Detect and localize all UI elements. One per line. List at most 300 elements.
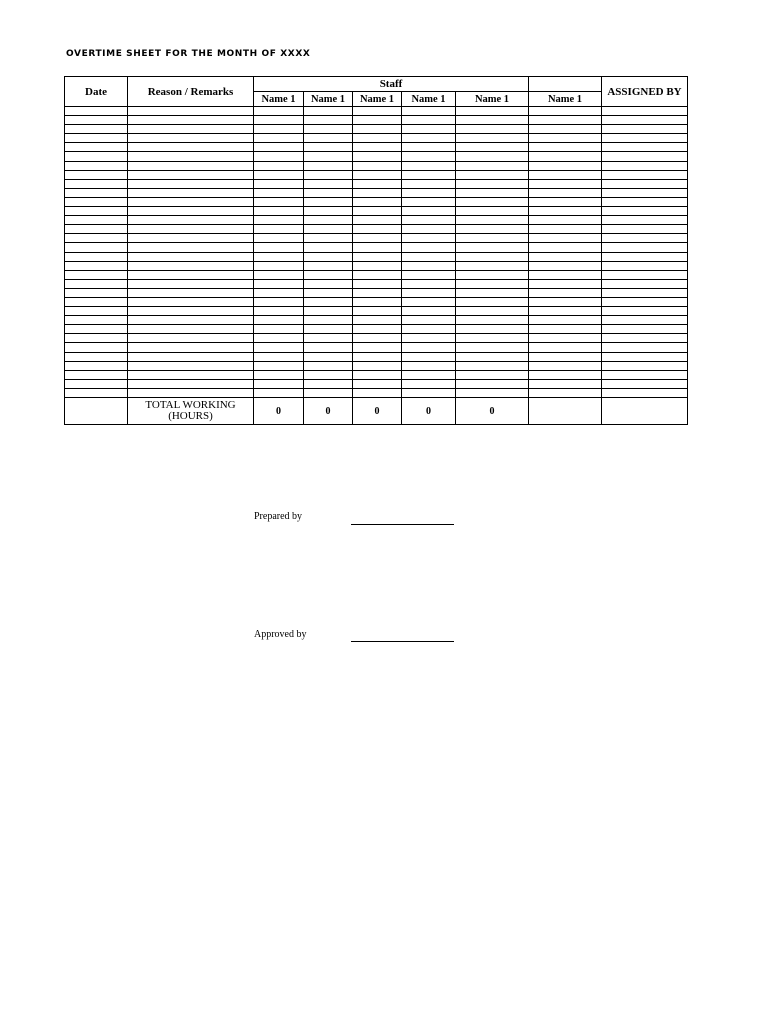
entry-cell[interactable]: [529, 188, 602, 197]
entry-cell[interactable]: [402, 270, 456, 279]
entry-cell[interactable]: [128, 243, 254, 252]
entry-cell[interactable]: [254, 152, 304, 161]
entry-cell[interactable]: [402, 125, 456, 134]
entry-cell[interactable]: [529, 343, 602, 352]
entry-cell[interactable]: [529, 270, 602, 279]
entry-cell[interactable]: [65, 261, 128, 270]
entry-cell[interactable]: [353, 279, 402, 288]
entry-cell[interactable]: [65, 352, 128, 361]
entry-cell[interactable]: [254, 252, 304, 261]
entry-cell[interactable]: [353, 170, 402, 179]
entry-cell[interactable]: [353, 225, 402, 234]
table-row: [65, 188, 688, 197]
entry-cell[interactable]: [128, 316, 254, 325]
entry-cell[interactable]: [402, 234, 456, 243]
entry-cell[interactable]: [65, 307, 128, 316]
entry-cell[interactable]: [254, 207, 304, 216]
entry-cell[interactable]: [254, 161, 304, 170]
entry-cell[interactable]: [65, 297, 128, 306]
entry-cell[interactable]: [304, 261, 353, 270]
entry-cell[interactable]: [456, 107, 529, 116]
entry-cell[interactable]: [65, 234, 128, 243]
entry-cell[interactable]: [456, 307, 529, 316]
entry-cell[interactable]: [353, 316, 402, 325]
entry-cell[interactable]: [402, 279, 456, 288]
entry-cell[interactable]: [602, 343, 688, 352]
entry-cell[interactable]: [128, 261, 254, 270]
entry-cell[interactable]: [353, 179, 402, 188]
entry-cell[interactable]: [456, 225, 529, 234]
entry-cell[interactable]: [402, 170, 456, 179]
entry-cell[interactable]: [456, 116, 529, 125]
entry-cell[interactable]: [304, 334, 353, 343]
entry-cell[interactable]: [456, 261, 529, 270]
entry-cell[interactable]: [602, 234, 688, 243]
entry-cell[interactable]: [65, 388, 128, 397]
entry-cell[interactable]: [65, 216, 128, 225]
entry-cell[interactable]: [254, 279, 304, 288]
entry-cell[interactable]: [65, 134, 128, 143]
entry-cell[interactable]: [353, 352, 402, 361]
entry-cell[interactable]: [456, 343, 529, 352]
entry-cell[interactable]: [304, 143, 353, 152]
assigned-by-header: ASSIGNED BY: [602, 77, 688, 107]
entry-cell[interactable]: [65, 152, 128, 161]
entry-cell[interactable]: [254, 234, 304, 243]
entry-cell[interactable]: [353, 143, 402, 152]
entry-cell[interactable]: [456, 234, 529, 243]
reason-header: Reason / Remarks: [128, 77, 254, 107]
entry-cell[interactable]: [304, 234, 353, 243]
entry-cell[interactable]: [402, 343, 456, 352]
entry-cell[interactable]: [254, 270, 304, 279]
table-row: [65, 361, 688, 370]
entry-cell[interactable]: [402, 134, 456, 143]
entry-cell[interactable]: [65, 225, 128, 234]
entry-cell[interactable]: [353, 188, 402, 197]
entry-cell[interactable]: [529, 234, 602, 243]
entry-cell[interactable]: [402, 243, 456, 252]
entry-cell[interactable]: [304, 225, 353, 234]
entry-cell[interactable]: [456, 243, 529, 252]
entry-cell[interactable]: [529, 216, 602, 225]
entry-cell[interactable]: [602, 352, 688, 361]
entry-cell[interactable]: [602, 152, 688, 161]
entry-cell[interactable]: [402, 161, 456, 170]
entry-cell[interactable]: [602, 307, 688, 316]
entry-cell[interactable]: [529, 125, 602, 134]
entry-cell[interactable]: [353, 334, 402, 343]
entry-cell[interactable]: [602, 143, 688, 152]
entry-cell[interactable]: [402, 225, 456, 234]
prepared-by-signature-line[interactable]: [351, 524, 454, 525]
entry-cell[interactable]: [602, 316, 688, 325]
entry-cell[interactable]: [602, 216, 688, 225]
entry-cell[interactable]: [529, 225, 602, 234]
entry-cell[interactable]: [304, 125, 353, 134]
entry-cell[interactable]: [65, 370, 128, 379]
entry-cell[interactable]: [529, 370, 602, 379]
entry-cell[interactable]: [529, 316, 602, 325]
entry-cell[interactable]: [65, 170, 128, 179]
entry-cell[interactable]: [128, 188, 254, 197]
entry-cell[interactable]: [402, 388, 456, 397]
entry-cell[interactable]: [254, 107, 304, 116]
entry-cell[interactable]: [402, 152, 456, 161]
entry-cell[interactable]: [529, 334, 602, 343]
entry-cell[interactable]: [128, 297, 254, 306]
entry-cell[interactable]: [602, 116, 688, 125]
entry-cell[interactable]: [353, 252, 402, 261]
entry-cell[interactable]: [304, 297, 353, 306]
entry-cell[interactable]: [353, 307, 402, 316]
entry-cell[interactable]: [602, 188, 688, 197]
entry-cell[interactable]: [65, 179, 128, 188]
entry-cell[interactable]: [529, 243, 602, 252]
entry-cell[interactable]: [128, 207, 254, 216]
entry-cell[interactable]: [128, 152, 254, 161]
entry-cell[interactable]: [128, 343, 254, 352]
entry-cell[interactable]: [128, 125, 254, 134]
entry-cell[interactable]: [529, 261, 602, 270]
entry-cell[interactable]: [254, 379, 304, 388]
entry-cell[interactable]: [128, 270, 254, 279]
entry-cell[interactable]: [353, 270, 402, 279]
entry-cell[interactable]: [602, 243, 688, 252]
entry-cell[interactable]: [402, 188, 456, 197]
entry-cell[interactable]: [456, 207, 529, 216]
entry-cell[interactable]: [456, 297, 529, 306]
entry-cell[interactable]: [456, 288, 529, 297]
total-hours-value: 0: [456, 398, 529, 425]
entry-cell[interactable]: [65, 207, 128, 216]
entry-cell[interactable]: [254, 170, 304, 179]
entry-cell[interactable]: [456, 361, 529, 370]
entry-cell[interactable]: [254, 352, 304, 361]
entry-cell[interactable]: [353, 125, 402, 134]
entry-cell[interactable]: [128, 179, 254, 188]
entry-cell[interactable]: [304, 379, 353, 388]
total-hours-value: 0: [254, 398, 304, 425]
entry-cell[interactable]: [402, 207, 456, 216]
entry-cell[interactable]: [254, 116, 304, 125]
entry-cell[interactable]: [602, 207, 688, 216]
entry-cell[interactable]: [65, 288, 128, 297]
entry-cell[interactable]: [353, 116, 402, 125]
entry-cell[interactable]: [65, 279, 128, 288]
entry-cell[interactable]: [402, 143, 456, 152]
entry-cell[interactable]: [353, 207, 402, 216]
entry-cell[interactable]: [254, 134, 304, 143]
entry-cell[interactable]: [353, 107, 402, 116]
entry-cell[interactable]: [128, 216, 254, 225]
entry-cell[interactable]: [65, 270, 128, 279]
entry-cell[interactable]: [529, 279, 602, 288]
entry-cell[interactable]: [529, 352, 602, 361]
entry-cell[interactable]: [402, 107, 456, 116]
entry-cell[interactable]: [128, 325, 254, 334]
entry-cell[interactable]: [353, 234, 402, 243]
entry-cell[interactable]: [529, 207, 602, 216]
entry-cell[interactable]: [456, 279, 529, 288]
entry-cell[interactable]: [402, 370, 456, 379]
entry-cell[interactable]: [353, 134, 402, 143]
entry-cell[interactable]: [65, 379, 128, 388]
entry-cell[interactable]: [529, 388, 602, 397]
entry-cell[interactable]: [456, 170, 529, 179]
entry-cell[interactable]: [602, 261, 688, 270]
entry-cell[interactable]: [65, 188, 128, 197]
entry-cell[interactable]: [456, 143, 529, 152]
entry-cell[interactable]: [602, 288, 688, 297]
entry-cell[interactable]: [402, 261, 456, 270]
entry-cell[interactable]: [304, 116, 353, 125]
entry-cell[interactable]: [456, 379, 529, 388]
entry-cell[interactable]: [456, 352, 529, 361]
entry-cell[interactable]: [128, 161, 254, 170]
entry-cell[interactable]: [456, 388, 529, 397]
entry-cell[interactable]: [65, 343, 128, 352]
entry-cell[interactable]: [402, 361, 456, 370]
entry-rows: [65, 107, 688, 398]
entry-cell[interactable]: [65, 361, 128, 370]
entry-cell[interactable]: [529, 170, 602, 179]
entry-cell[interactable]: [254, 143, 304, 152]
entry-cell[interactable]: [402, 288, 456, 297]
entry-cell[interactable]: [304, 107, 353, 116]
entry-cell[interactable]: [65, 325, 128, 334]
entry-cell[interactable]: [353, 243, 402, 252]
entry-cell[interactable]: [128, 279, 254, 288]
entry-cell[interactable]: [353, 361, 402, 370]
entry-cell[interactable]: [353, 197, 402, 206]
total-hours-value: 0: [402, 398, 456, 425]
entry-cell[interactable]: [304, 207, 353, 216]
entry-cell[interactable]: [602, 370, 688, 379]
entry-cell[interactable]: [254, 216, 304, 225]
entry-cell[interactable]: [353, 370, 402, 379]
entry-cell[interactable]: [128, 307, 254, 316]
entry-cell[interactable]: [353, 216, 402, 225]
entry-cell[interactable]: [254, 125, 304, 134]
entry-cell[interactable]: [128, 143, 254, 152]
entry-cell[interactable]: [529, 288, 602, 297]
entry-cell[interactable]: [128, 134, 254, 143]
total-hours-value: 0: [353, 398, 402, 425]
entry-cell[interactable]: [304, 161, 353, 170]
approved-by-signature-line[interactable]: [351, 641, 454, 642]
entry-cell[interactable]: [353, 161, 402, 170]
entry-cell[interactable]: [254, 197, 304, 206]
entry-cell[interactable]: [65, 252, 128, 261]
entry-cell[interactable]: [128, 352, 254, 361]
entry-cell[interactable]: [529, 143, 602, 152]
entry-cell[interactable]: [128, 370, 254, 379]
entry-cell[interactable]: [304, 216, 353, 225]
entry-cell[interactable]: [304, 252, 353, 261]
entry-cell[interactable]: [602, 379, 688, 388]
entry-cell[interactable]: [402, 325, 456, 334]
entry-cell[interactable]: [304, 316, 353, 325]
entry-cell[interactable]: [602, 161, 688, 170]
entry-cell[interactable]: [304, 243, 353, 252]
entry-cell[interactable]: [456, 316, 529, 325]
entry-cell[interactable]: [529, 161, 602, 170]
entry-cell[interactable]: [128, 107, 254, 116]
entry-cell[interactable]: [529, 116, 602, 125]
entry-cell[interactable]: [304, 279, 353, 288]
entry-cell[interactable]: [529, 307, 602, 316]
entry-cell[interactable]: [254, 388, 304, 397]
entry-cell[interactable]: [304, 197, 353, 206]
entry-cell[interactable]: [254, 343, 304, 352]
entry-cell[interactable]: [65, 143, 128, 152]
entry-cell[interactable]: [304, 288, 353, 297]
entry-cell[interactable]: [456, 134, 529, 143]
entry-cell[interactable]: [128, 252, 254, 261]
entry-cell[interactable]: [128, 116, 254, 125]
entry-cell[interactable]: [254, 297, 304, 306]
entry-cell[interactable]: [304, 325, 353, 334]
entry-cell[interactable]: [254, 179, 304, 188]
entry-cell[interactable]: [353, 152, 402, 161]
entry-cell[interactable]: [65, 197, 128, 206]
entry-cell[interactable]: [456, 216, 529, 225]
table-row: [65, 379, 688, 388]
entry-cell[interactable]: [254, 288, 304, 297]
entry-cell[interactable]: [402, 334, 456, 343]
entry-cell[interactable]: [602, 334, 688, 343]
entry-cell[interactable]: [128, 379, 254, 388]
entry-cell[interactable]: [456, 334, 529, 343]
entry-cell[interactable]: [254, 243, 304, 252]
entry-cell[interactable]: [353, 325, 402, 334]
entry-cell[interactable]: [353, 288, 402, 297]
entry-cell[interactable]: [602, 134, 688, 143]
entry-cell[interactable]: [602, 361, 688, 370]
entry-cell[interactable]: [254, 316, 304, 325]
entry-cell[interactable]: [402, 252, 456, 261]
entry-cell[interactable]: [456, 179, 529, 188]
entry-cell[interactable]: [529, 152, 602, 161]
entry-cell[interactable]: [402, 179, 456, 188]
entry-cell[interactable]: [456, 125, 529, 134]
entry-cell[interactable]: [456, 161, 529, 170]
entry-cell[interactable]: [65, 107, 128, 116]
entry-cell[interactable]: [402, 297, 456, 306]
entry-cell[interactable]: [602, 125, 688, 134]
entry-cell[interactable]: [254, 334, 304, 343]
entry-cell[interactable]: [402, 307, 456, 316]
entry-cell[interactable]: [529, 325, 602, 334]
entry-cell[interactable]: [254, 325, 304, 334]
entry-cell[interactable]: [529, 197, 602, 206]
entry-cell[interactable]: [602, 197, 688, 206]
entry-cell[interactable]: [353, 261, 402, 270]
entry-cell[interactable]: [602, 170, 688, 179]
entry-cell[interactable]: [456, 270, 529, 279]
entry-cell[interactable]: [254, 361, 304, 370]
entry-cell[interactable]: [304, 170, 353, 179]
entry-cell[interactable]: [529, 379, 602, 388]
entry-cell[interactable]: [456, 188, 529, 197]
entry-cell[interactable]: [529, 252, 602, 261]
entry-cell[interactable]: [529, 361, 602, 370]
entry-cell[interactable]: [402, 379, 456, 388]
entry-cell[interactable]: [353, 388, 402, 397]
entry-cell[interactable]: [456, 252, 529, 261]
entry-cell[interactable]: [254, 225, 304, 234]
entry-cell[interactable]: [304, 343, 353, 352]
entry-cell[interactable]: [402, 197, 456, 206]
entry-cell[interactable]: [65, 125, 128, 134]
entry-cell[interactable]: [402, 216, 456, 225]
entry-cell[interactable]: [602, 270, 688, 279]
entry-cell[interactable]: [304, 388, 353, 397]
entry-cell[interactable]: [456, 325, 529, 334]
entry-cell[interactable]: [304, 188, 353, 197]
entry-cell[interactable]: [128, 334, 254, 343]
entry-cell[interactable]: [254, 370, 304, 379]
entry-cell[interactable]: [353, 297, 402, 306]
entry-cell[interactable]: [128, 225, 254, 234]
entry-cell[interactable]: [353, 379, 402, 388]
entry-cell[interactable]: [304, 179, 353, 188]
entry-cell[interactable]: [529, 179, 602, 188]
entry-cell[interactable]: [65, 316, 128, 325]
entry-cell[interactable]: [304, 152, 353, 161]
entry-cell[interactable]: [602, 252, 688, 261]
entry-cell[interactable]: [529, 297, 602, 306]
entry-cell[interactable]: [128, 361, 254, 370]
entry-cell[interactable]: [128, 234, 254, 243]
entry-cell[interactable]: [353, 343, 402, 352]
entry-cell[interactable]: [456, 370, 529, 379]
entry-cell[interactable]: [254, 261, 304, 270]
entry-cell[interactable]: [304, 307, 353, 316]
entry-cell[interactable]: [602, 179, 688, 188]
entry-cell[interactable]: [254, 188, 304, 197]
entry-cell[interactable]: [602, 297, 688, 306]
entry-cell[interactable]: [304, 370, 353, 379]
entry-cell[interactable]: [602, 325, 688, 334]
entry-cell[interactable]: [128, 170, 254, 179]
entry-cell[interactable]: [456, 197, 529, 206]
entry-cell[interactable]: [304, 352, 353, 361]
entry-cell[interactable]: [128, 288, 254, 297]
entry-cell[interactable]: [65, 334, 128, 343]
entry-cell[interactable]: [602, 279, 688, 288]
entry-cell[interactable]: [602, 388, 688, 397]
entry-cell[interactable]: [254, 307, 304, 316]
entry-cell[interactable]: [529, 134, 602, 143]
entry-cell[interactable]: [602, 107, 688, 116]
entry-cell[interactable]: [65, 161, 128, 170]
entry-cell[interactable]: [602, 225, 688, 234]
entry-cell[interactable]: [65, 243, 128, 252]
entry-cell[interactable]: [402, 116, 456, 125]
entry-cell[interactable]: [65, 116, 128, 125]
entry-cell[interactable]: [128, 388, 254, 397]
entry-cell[interactable]: [304, 270, 353, 279]
entry-cell[interactable]: [304, 134, 353, 143]
entry-cell[interactable]: [304, 361, 353, 370]
entry-cell[interactable]: [529, 107, 602, 116]
entry-cell[interactable]: [456, 152, 529, 161]
entry-cell[interactable]: [128, 197, 254, 206]
entry-cell[interactable]: [402, 316, 456, 325]
entry-cell[interactable]: [402, 352, 456, 361]
